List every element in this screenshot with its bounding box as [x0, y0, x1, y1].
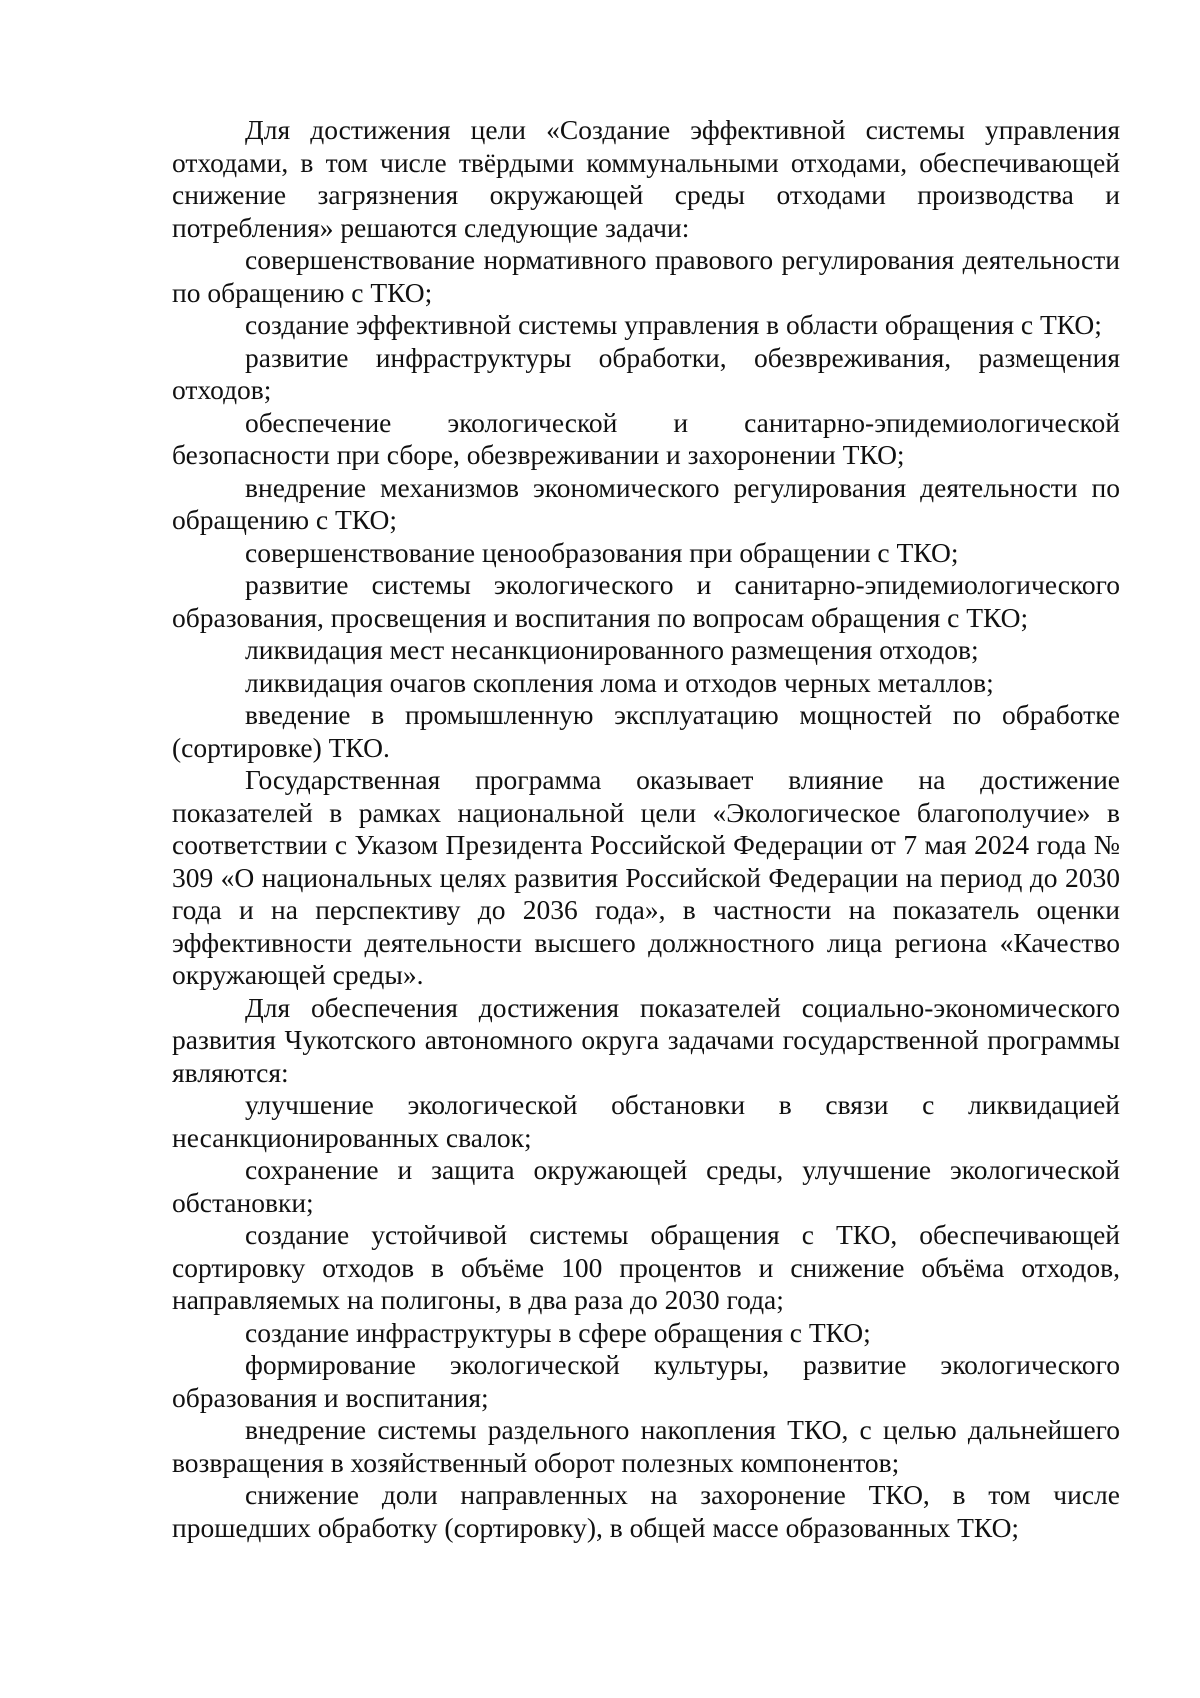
paragraph-task-regulation: совершенствование нормативного правового регулирования деятельности по обращению с ТКО;: [172, 244, 1120, 308]
paragraph-regional-task-landfill-share: снижение доли направленных на захоронение ТКО, в том числе прошедших обработку (сортировку), в общей массе образованных ТКО;: [172, 1479, 1120, 1543]
paragraph-regional-task-sorting: создание устойчивой системы обращения с ТКО, обеспечивающей сортировку отходов в объёме 100 процентов и снижение объёма отходов, направляемых на полигоны, в два раза до 2030 года;: [172, 1219, 1120, 1315]
paragraph-task-illegal-dumps: ликвидация мест несанкционированного размещения отходов;: [245, 634, 979, 665]
paragraph-task-sorting-capacity: введение в промышленную эксплуатацию мощностей по обработке (сортировке) ТКО.: [172, 699, 1120, 763]
paragraph-task-pricing: совершенствование ценообразования при обращении с ТКО;: [245, 536, 959, 568]
document-body: [172, 114, 1120, 1544]
paragraph-task-safety: обеспечение экологической и санитарно-эпидемиологической безопасности при сборе, обезвреживании и захоронении ТКО;: [172, 406, 1120, 470]
paragraph-goal-intro: Для достижения цели «Создание эффективной системы управления отходами, в том числе твёрдыми коммунальными отходами, обеспечивающей снижение загрязнения окружающей среды отходами производства и потребления» решаются следующие задачи:: [172, 114, 1120, 243]
paragraph-task-management-system: создание эффективной системы управления в области обращения с ТКО;: [245, 309, 1102, 340]
paragraph-national-goal: Государственная программа оказывает влияние на достижение показателей в рамках национальной цели «Экологическое благополучие» в соответствии с Указом Президента Российской Федерации от 7 мая 2024 года № 309 «О национальных целях развития Российской Федерации на период до 2030 года и на перспективу до 2036 года», в частности на показатель оценки эффективности деятельности высшего должностного лица региона «Качество окружающей среды».: [172, 764, 1120, 990]
paragraph-task-infrastructure: развитие инфраструктуры обработки, обезвреживания, размещения отходов;: [172, 341, 1120, 405]
paragraph-regional-task-infrastructure: создание инфраструктуры в сфере обращения с ТКО;: [245, 1316, 871, 1348]
paragraph-regional-task-separate-collection: внедрение системы раздельного накопления ТКО, с целью дальнейшего возвращения в хозяйственный оборот полезных компонентов;: [172, 1414, 1120, 1478]
paragraph-regional-intro: Для обеспечения достижения показателей социально-экономического развития Чукотского автономного округа задачами государственной программы являются:: [172, 991, 1120, 1088]
paragraph-regional-task-culture: формирование экологической культуры, развитие экологического образования и воспитания;: [172, 1349, 1120, 1413]
paragraph-task-economic-regulation: внедрение механизмов экономического регулирования деятельности по обращению с ТКО;: [172, 471, 1120, 535]
paragraph-regional-task-protection: сохранение и защита окружающей среды, улучшение экологической обстановки;: [172, 1154, 1120, 1218]
paragraph-task-education: развитие системы экологического и санитарно-эпидемиологического образования, просвещения и воспитания по вопросам обращения с ТКО;: [172, 569, 1120, 633]
paragraph-task-scrap-metal: ликвидация очагов скопления лома и отходов черных металлов;: [245, 666, 994, 698]
paragraph-regional-task-dumps: улучшение экологической обстановки в связи с ликвидацией несанкционированных свалок;: [172, 1089, 1120, 1153]
